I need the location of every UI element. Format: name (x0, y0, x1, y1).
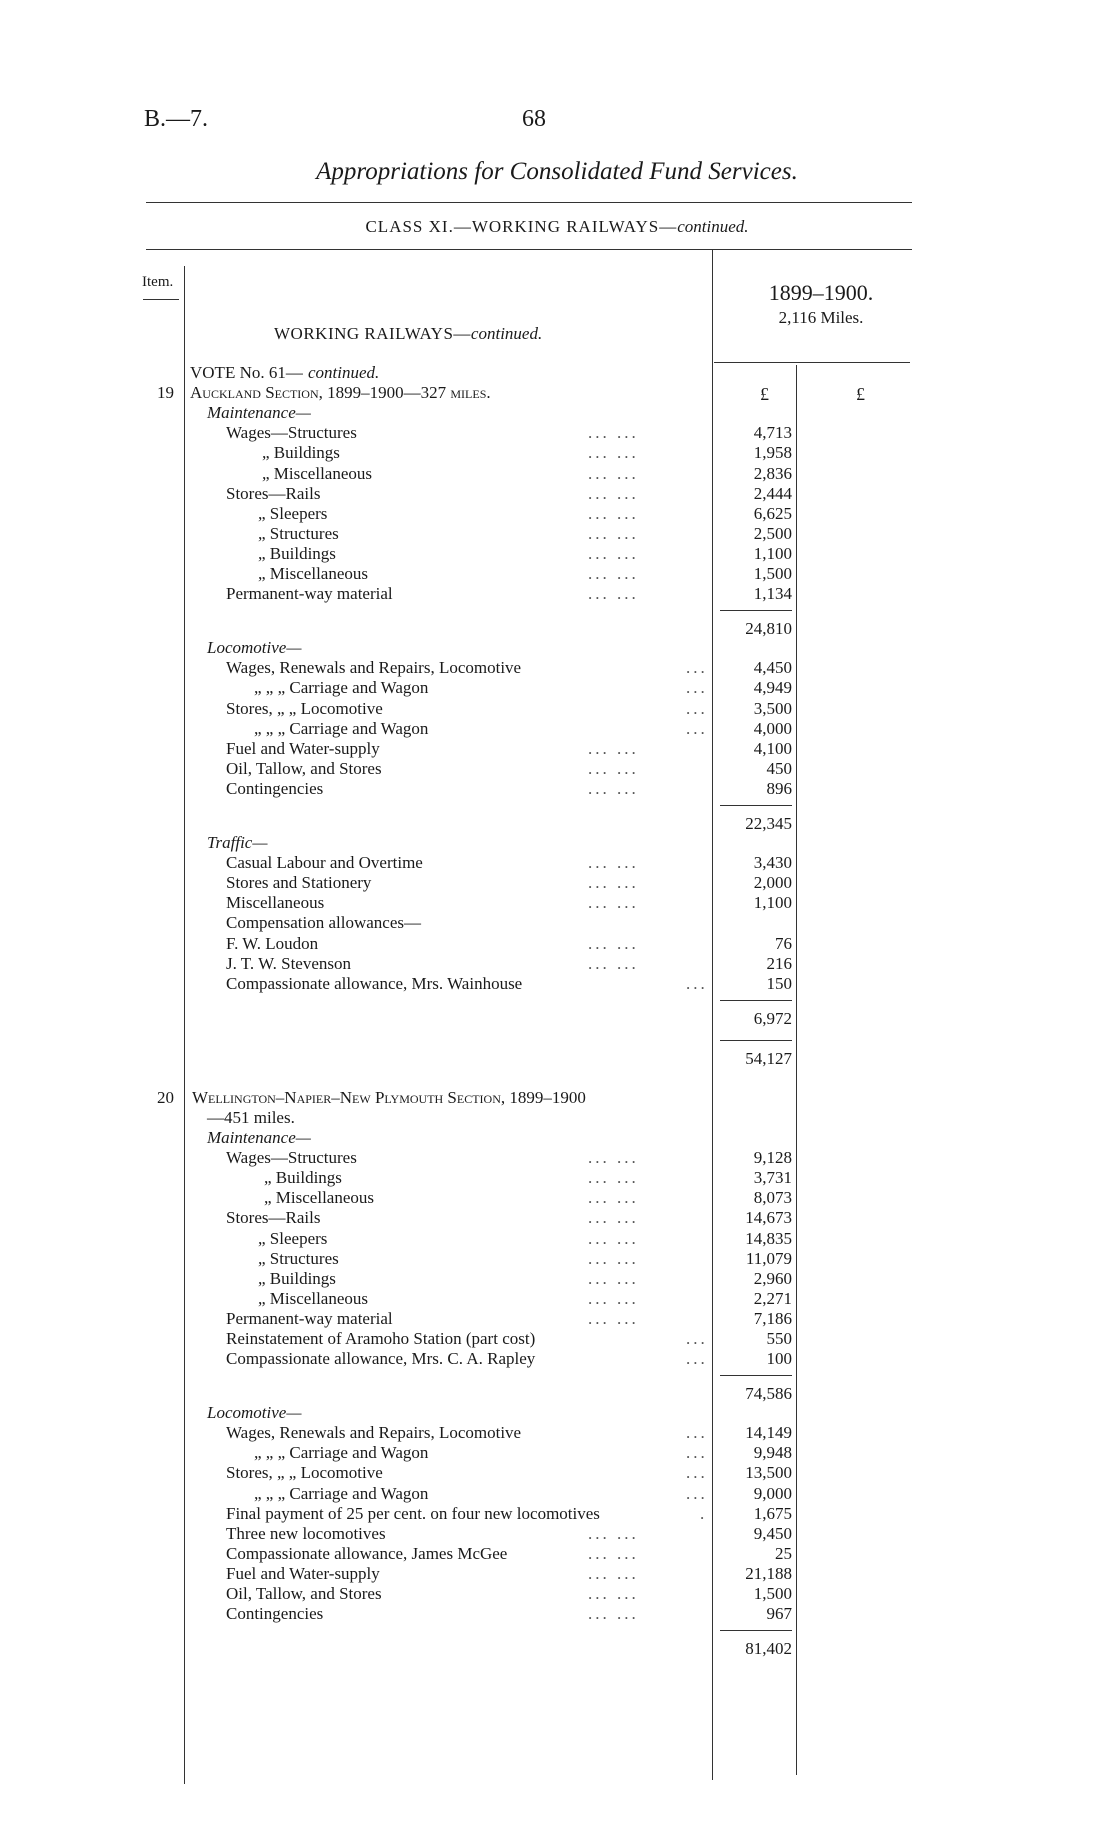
row-label: Compassionate allowance, Mrs. Wainhouse (226, 974, 523, 993)
subtotal-amount: 22,345 (720, 805, 792, 834)
currency-symbol-1: £ (760, 384, 769, 404)
table-row (0, 833, 1114, 853)
table-row (0, 1443, 1114, 1463)
row-label: Wages, Renewals and Repairs, Locomotive (226, 1423, 522, 1442)
table-row (0, 524, 1114, 544)
row-label: F. W. Loudon (226, 934, 319, 953)
leader-dots: ... ... (588, 759, 639, 778)
amount: 8,073 (753, 1188, 792, 1207)
section-title (274, 324, 542, 344)
leader-dots: ... ... (588, 504, 639, 523)
table-row (0, 1604, 1114, 1624)
table-row (0, 1289, 1114, 1309)
leader-dots: ... ... (588, 954, 639, 973)
subtotal-row (0, 1638, 1114, 1658)
table-row (0, 1229, 1114, 1249)
table-row (0, 584, 1114, 604)
subtotal-row (0, 1383, 1114, 1403)
amount: 25 (775, 1544, 792, 1563)
table-row (0, 638, 1114, 658)
table-row (0, 363, 1114, 383)
table-row (0, 873, 1114, 893)
amount: 14,673 (745, 1208, 792, 1227)
amount: 100 (766, 1349, 792, 1368)
amount: 4,713 (753, 423, 792, 442)
table-row (0, 1188, 1114, 1208)
leader-dots: ... ... (588, 739, 639, 758)
amount: 4,000 (753, 719, 792, 738)
table-row (0, 1128, 1114, 1148)
table-row (0, 544, 1114, 564)
leader-dots: ... (686, 1484, 708, 1503)
amount: 11,079 (745, 1249, 792, 1268)
year-header: 1899–1900. (768, 280, 874, 305)
amount: 9,948 (753, 1443, 792, 1462)
leader-dots: ... ... (588, 584, 639, 603)
row-label: Wellington–Napier–New Plymouth Section, 1899–1900 (192, 1088, 586, 1107)
class-heading-main: CLASS XI.—WORKING RAILWAYS— (365, 217, 678, 236)
row-label: Miscellaneous (226, 893, 325, 912)
amount: 9,450 (753, 1524, 792, 1543)
subtotal-amount: 54,127 (720, 1040, 792, 1069)
row-label: Wages—Structures (226, 1148, 357, 1167)
amount: 3,500 (753, 699, 792, 718)
row-label: Compassionate allowance, James McGee (226, 1544, 508, 1563)
leader-dots: ... ... (588, 524, 639, 543)
row-label: Stores, „ „ Locomotive (226, 699, 383, 718)
table-row (0, 1584, 1114, 1604)
table-row (0, 759, 1114, 779)
row-label: Contingencies (226, 1604, 324, 1623)
amount: 9,128 (753, 1148, 792, 1167)
leader-dots: ... ... (588, 1168, 639, 1187)
row-label: Maintenance— (207, 403, 311, 422)
row-label: Wages—Structures (226, 423, 357, 442)
amount: 14,149 (745, 1423, 792, 1442)
amount: 9,000 (753, 1484, 792, 1503)
amount: 76 (775, 934, 792, 953)
leader-dots: ... (686, 658, 708, 677)
amount: 2,500 (753, 524, 792, 543)
table-row (0, 1349, 1114, 1369)
row-label: Stores, „ „ Locomotive (226, 1463, 383, 1482)
amount: 1,134 (753, 584, 792, 603)
row-label: „ Miscellaneous (258, 564, 368, 583)
table-row (0, 853, 1114, 873)
leader-dots: ... ... (588, 853, 639, 872)
leader-dots: ... ... (588, 1229, 639, 1248)
amount: 1,958 (753, 443, 792, 462)
row-label: Permanent-way material (226, 1309, 393, 1328)
amount: 1,500 (753, 1584, 792, 1603)
row-label: Auckland Section, 1899–1900—327 miles. (190, 383, 491, 402)
section-title-main: WORKING RAILWAYS— (274, 324, 471, 343)
leader-dots: ... ... (588, 484, 639, 503)
table-row (0, 954, 1114, 974)
row-label: „ Buildings (258, 544, 336, 563)
amount: 2,960 (753, 1269, 792, 1288)
table-row (0, 678, 1114, 698)
row-label: Traffic— (207, 833, 268, 852)
subtotal-row (0, 1048, 1114, 1068)
table-row (0, 504, 1114, 524)
amount: 2,444 (753, 484, 792, 503)
leader-dots: ... ... (588, 1524, 639, 1543)
row-label-continued: continued. (308, 363, 380, 382)
table-row (0, 464, 1114, 484)
leader-dots: ... (686, 699, 708, 718)
row-label: Permanent-way material (226, 584, 393, 603)
leader-dots: ... ... (588, 564, 639, 583)
row-label: „ Miscellaneous (264, 1188, 374, 1207)
table-row (0, 1403, 1114, 1423)
document-reference: B.—7. (144, 106, 209, 132)
table-row (0, 1108, 1114, 1128)
table-row (0, 1544, 1114, 1564)
leader-dots: ... (686, 1349, 708, 1368)
page-number: 68 (522, 106, 546, 132)
amount: 21,188 (745, 1564, 792, 1583)
amount: 450 (766, 759, 792, 778)
amount: 967 (766, 1604, 792, 1623)
subtotal-row (0, 813, 1114, 833)
subtotal-amount: 6,972 (720, 1000, 792, 1029)
row-label: „ Miscellaneous (262, 464, 372, 483)
row-label: Oil, Tallow, and Stores (226, 759, 382, 778)
leader-dots: ... (686, 1463, 708, 1482)
amount: 150 (766, 974, 792, 993)
amount: 7,186 (753, 1309, 792, 1328)
leader-dots: ... ... (588, 1584, 639, 1603)
item-header-rule (143, 299, 179, 300)
subtotal-amount: 74,586 (720, 1375, 792, 1404)
row-label: Compassionate allowance, Mrs. C. A. Rapley (226, 1349, 536, 1368)
amount: 1,675 (753, 1504, 792, 1523)
leader-dots: ... (686, 974, 708, 993)
table-row (0, 1524, 1114, 1544)
subtotal-amount: 24,810 (720, 610, 792, 639)
leader-dots: ... ... (588, 873, 639, 892)
row-label: Fuel and Water-supply (226, 1564, 380, 1583)
amount: 896 (766, 779, 792, 798)
table-row (0, 1423, 1114, 1443)
amount: 14,835 (745, 1229, 792, 1248)
amount: 2,271 (753, 1289, 792, 1308)
row-label: „ Structures (258, 524, 339, 543)
leader-dots: ... ... (588, 1269, 639, 1288)
table-row (0, 1208, 1114, 1228)
leader-dots: ... ... (588, 1544, 639, 1563)
row-label: Stores—Rails (226, 1208, 321, 1227)
leader-dots: ... ... (588, 443, 639, 462)
row-label: Casual Labour and Overtime (226, 853, 423, 872)
row-label: „ „ „ Carriage and Wagon (254, 1484, 429, 1503)
row-label: „ Structures (258, 1249, 339, 1268)
amount: 4,949 (753, 678, 792, 697)
row-label: Locomotive— (207, 1403, 302, 1422)
amount: 550 (766, 1329, 792, 1348)
title-rule-bottom (146, 249, 912, 250)
table-row (0, 1564, 1114, 1584)
table-row (0, 564, 1114, 584)
section-title-continued: continued. (470, 324, 543, 343)
table-row (0, 1269, 1114, 1289)
table-row (0, 974, 1114, 994)
amount: 3,731 (753, 1168, 792, 1187)
table-row (0, 403, 1114, 423)
row-label: Fuel and Water-supply (226, 739, 380, 758)
amount: 3,430 (753, 853, 792, 872)
currency-symbol-2: £ (856, 384, 865, 404)
leader-dots: ... ... (588, 1289, 639, 1308)
table-row (0, 699, 1114, 719)
table-row (0, 1088, 1114, 1108)
leader-dots: ... ... (588, 464, 639, 483)
leader-dots: ... ... (588, 423, 639, 442)
leader-dots: ... ... (588, 1148, 639, 1167)
row-label: Stores—Rails (226, 484, 321, 503)
row-label: Final payment of 25 per cent. on four new locomotives (226, 1504, 600, 1523)
row-label: „ „ „ Carriage and Wagon (254, 1443, 429, 1462)
amount: 2,000 (753, 873, 792, 892)
table-row (0, 913, 1114, 933)
row-label: „ Sleepers (258, 1229, 328, 1248)
row-label: Reinstatement of Aramoho Station (part cost) (226, 1329, 536, 1348)
table-row (0, 779, 1114, 799)
leader-dots: ... ... (588, 1249, 639, 1268)
leader-dots: ... ... (588, 1208, 639, 1227)
table-row (0, 1249, 1114, 1269)
table-row (0, 423, 1114, 443)
amount: 4,100 (753, 739, 792, 758)
row-label: Oil, Tallow, and Stores (226, 1584, 382, 1603)
table-row (0, 1463, 1114, 1483)
class-heading (0, 217, 1114, 237)
leader-dots: ... ... (588, 1564, 639, 1583)
row-label: „ „ „ Carriage and Wagon (254, 719, 429, 738)
row-label: Wages, Renewals and Repairs, Locomotive (226, 658, 522, 677)
item-number: 20 (157, 1088, 174, 1107)
row-label: „ Miscellaneous (258, 1289, 368, 1308)
leader-dots: ... (686, 719, 708, 738)
leader-dots: ... ... (588, 893, 639, 912)
item-number: 19 (157, 383, 174, 402)
leader-dots: ... ... (588, 544, 639, 563)
page-title: Appropriations for Consolidated Fund Services. (316, 158, 798, 185)
leader-dots: ... ... (588, 1188, 639, 1207)
table-row (0, 719, 1114, 739)
row-label: Stores and Stationery (226, 873, 372, 892)
table-row (0, 934, 1114, 954)
row-label: J. T. W. Stevenson (226, 954, 351, 973)
table-row (0, 383, 1114, 403)
amount: 2,836 (753, 464, 792, 483)
item-column-header: Item. (142, 274, 174, 290)
amount: 216 (766, 954, 792, 973)
row-label: VOTE No. 61— (190, 363, 303, 382)
table-row (0, 1148, 1114, 1168)
amount: 6,625 (753, 504, 792, 523)
table-row (0, 443, 1114, 463)
amount: 13,500 (745, 1463, 792, 1482)
subtotal-amount: 81,402 (720, 1630, 792, 1659)
leader-dots: ... (686, 1423, 708, 1442)
table-row (0, 1168, 1114, 1188)
leader-dots: ... ... (588, 1309, 639, 1328)
leader-dots: ... (686, 1443, 708, 1462)
row-label: „ Buildings (262, 443, 340, 462)
row-label: Contingencies (226, 779, 324, 798)
leader-dots: ... (686, 1329, 708, 1348)
row-label: —451 miles. (207, 1108, 295, 1127)
amount: 4,450 (753, 658, 792, 677)
row-label: Maintenance— (207, 1128, 311, 1147)
leader-dots: ... ... (588, 1604, 639, 1623)
amount: 1,100 (753, 544, 792, 563)
table-row (0, 1309, 1114, 1329)
row-label: Three new locomotives (226, 1524, 386, 1543)
row-label: „ „ „ Carriage and Wagon (254, 678, 429, 697)
leader-dots: ... ... (588, 934, 639, 953)
row-label: „ Sleepers (258, 504, 328, 523)
table-row (0, 893, 1114, 913)
amount: 1,100 (753, 893, 792, 912)
class-heading-continued: continued. (677, 217, 749, 236)
row-label: „ Buildings (264, 1168, 342, 1187)
table-row (0, 739, 1114, 759)
amount: 1,500 (753, 564, 792, 583)
title-rule-top (146, 202, 912, 203)
table-row (0, 1329, 1114, 1349)
table-row (0, 1504, 1114, 1524)
row-label: Compensation allowances— (226, 913, 421, 932)
leader-dots: ... (686, 678, 708, 697)
row-label: „ Buildings (258, 1269, 336, 1288)
leader-dots: . (700, 1504, 708, 1523)
subtotal-row (0, 1008, 1114, 1028)
subtotal-row (0, 618, 1114, 638)
miles-header: 2,116 Miles. (778, 308, 864, 327)
table-row (0, 1484, 1114, 1504)
row-label: Locomotive— (207, 638, 302, 657)
table-row (0, 484, 1114, 504)
table-row (0, 658, 1114, 678)
leader-dots: ... ... (588, 779, 639, 798)
